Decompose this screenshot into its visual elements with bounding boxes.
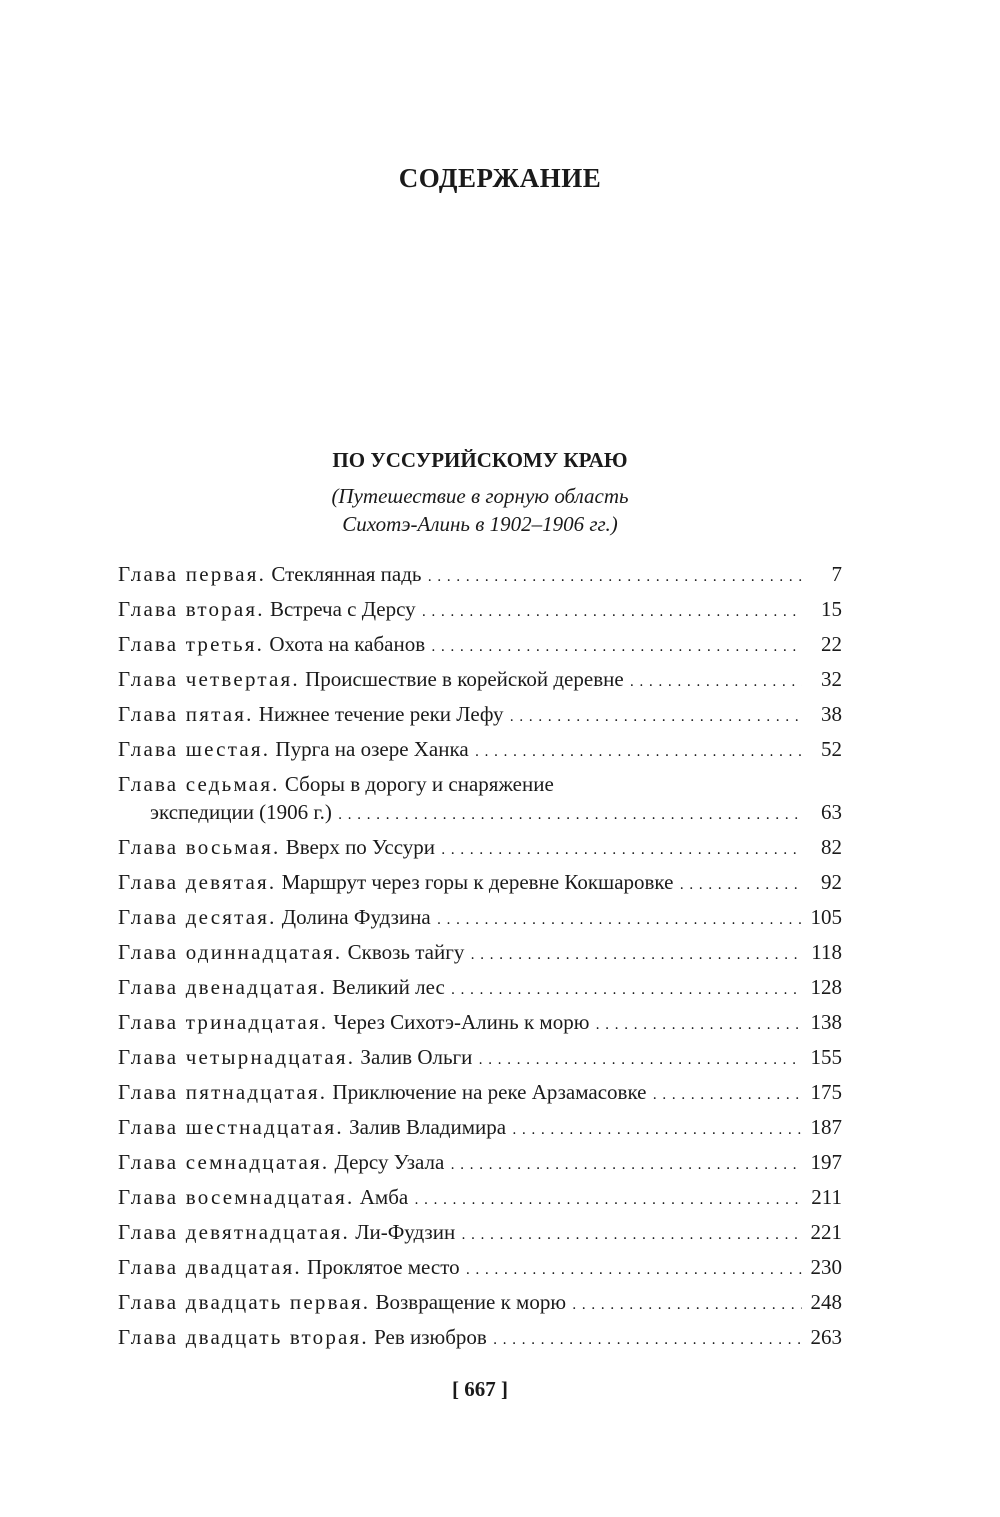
toc-entry-label bbox=[118, 735, 469, 763]
toc-entry-label bbox=[118, 665, 624, 693]
toc-entry-label bbox=[118, 595, 416, 623]
toc-entry-label bbox=[118, 833, 435, 861]
toc-page-number: 118 bbox=[811, 940, 842, 964]
toc-chapter-title: Рев изюбров bbox=[374, 1325, 487, 1349]
toc-chapter-title: Пурга на озере Ханка bbox=[275, 737, 469, 761]
toc-page-number: 82 bbox=[821, 835, 842, 859]
toc-entry bbox=[118, 1113, 842, 1148]
toc-leader-dots bbox=[652, 1078, 802, 1109]
toc-page-number: 38 bbox=[821, 702, 842, 726]
toc-chapter-number: Глава тринадцатая. bbox=[118, 1010, 329, 1034]
toc-entry bbox=[118, 1288, 842, 1323]
toc-chapter-number: Глава двадцатая. bbox=[118, 1255, 302, 1279]
toc-leader-dots bbox=[630, 665, 802, 696]
toc-chapter-number: Глава шестнадцатая. bbox=[118, 1115, 344, 1139]
toc-leader-dots bbox=[450, 1148, 802, 1179]
toc-chapter-title: Стеклянная падь bbox=[271, 562, 422, 586]
toc-entry-label bbox=[118, 868, 673, 896]
toc-chapter-number: Глава десятая. bbox=[118, 905, 277, 929]
toc-chapter-number: Глава первая. bbox=[118, 562, 267, 586]
toc-entry bbox=[118, 560, 842, 595]
section-subtitle-line2: Сихотэ-Алинь в 1902–1906 гг.) bbox=[342, 512, 618, 536]
toc-leader-dots bbox=[510, 700, 802, 731]
table-of-contents bbox=[118, 560, 842, 1358]
toc-chapter-number: Глава девятая. bbox=[118, 870, 277, 894]
toc-chapter-title: Встреча с Дерсу bbox=[269, 597, 416, 621]
toc-page-number: 15 bbox=[821, 597, 842, 621]
toc-leader-dots bbox=[493, 1323, 802, 1354]
toc-leader-dots bbox=[461, 1218, 802, 1249]
toc-chapter-number: Глава пятая. bbox=[118, 702, 254, 726]
toc-chapter-title: Через Сихотэ-Алинь к морю bbox=[333, 1010, 590, 1034]
toc-leader-dots bbox=[512, 1113, 802, 1144]
toc-chapter-title-continued: экспедиции (1906 г.) bbox=[150, 800, 332, 824]
toc-page-number: 138 bbox=[810, 1010, 842, 1034]
toc-chapter-number: Глава третья. bbox=[118, 632, 265, 656]
toc-entry bbox=[118, 595, 842, 630]
toc-chapter-number: Глава седьмая. bbox=[118, 772, 280, 796]
toc-page-number: 32 bbox=[821, 667, 842, 691]
toc-page-number: 221 bbox=[810, 1220, 842, 1244]
toc-entry-label bbox=[118, 1043, 472, 1071]
toc-page-number: 7 bbox=[831, 562, 842, 586]
toc-page-number: 187 bbox=[810, 1115, 842, 1139]
toc-chapter-title: Амба bbox=[359, 1185, 409, 1209]
toc-entry-label bbox=[118, 772, 554, 796]
toc-chapter-title: Происшествие в корейской деревне bbox=[305, 667, 624, 691]
toc-chapter-number: Глава четырнадцатая. bbox=[118, 1045, 356, 1069]
page-number: [ 667 ] bbox=[452, 1377, 508, 1401]
toc-entry-label bbox=[118, 1218, 455, 1246]
toc-leader-dots bbox=[427, 560, 802, 591]
toc-entry bbox=[118, 1253, 842, 1288]
toc-entry-label bbox=[118, 973, 445, 1001]
toc-entry bbox=[118, 1078, 842, 1113]
toc-chapter-title: Сборы в дорогу и снаряжение bbox=[284, 772, 554, 796]
toc-entry-label bbox=[118, 560, 421, 588]
toc-page-number: 52 bbox=[821, 737, 842, 761]
toc-page-number: 105 bbox=[810, 905, 842, 929]
toc-entry-label bbox=[118, 903, 431, 931]
toc-chapter-number: Глава девятнадцатая. bbox=[118, 1220, 350, 1244]
toc-leader-dots bbox=[470, 938, 802, 969]
toc-page-number: 128 bbox=[810, 975, 842, 999]
toc-chapter-title: Вверх по Уссури bbox=[285, 835, 436, 859]
toc-entry-label bbox=[118, 700, 504, 728]
toc-chapter-title: Долина Фудзина bbox=[281, 905, 431, 929]
toc-entry bbox=[118, 735, 842, 770]
toc-chapter-title: Нижнее течение реки Лефу bbox=[258, 702, 504, 726]
toc-page-number: 92 bbox=[821, 870, 842, 894]
toc-page-number: 248 bbox=[810, 1290, 842, 1314]
toc-entry-label bbox=[118, 1008, 589, 1036]
toc-chapter-number: Глава двенадцатая. bbox=[118, 975, 327, 999]
toc-leader-dots bbox=[414, 1183, 802, 1214]
toc-chapter-number: Глава четвертая. bbox=[118, 667, 300, 691]
toc-entry bbox=[118, 833, 842, 868]
toc-leader-dots bbox=[466, 1253, 802, 1284]
toc-entry bbox=[118, 1183, 842, 1218]
toc-chapter-number: Глава одиннадцатая. bbox=[118, 940, 343, 964]
toc-chapter-number: Глава восьмая. bbox=[118, 835, 281, 859]
toc-chapter-number: Глава восемнадцатая. bbox=[118, 1185, 355, 1209]
toc-entry-label bbox=[118, 938, 464, 966]
toc-chapter-title: Сквозь тайгу bbox=[347, 940, 465, 964]
toc-entry bbox=[118, 665, 842, 700]
toc-page-number: 63 bbox=[821, 800, 842, 824]
toc-entry-label bbox=[118, 1148, 444, 1176]
toc-chapter-number: Глава пятнадцатая. bbox=[118, 1080, 328, 1104]
toc-page-number: 155 bbox=[810, 1045, 842, 1069]
toc-chapter-number: Глава семнадцатая. bbox=[118, 1150, 330, 1174]
toc-entry bbox=[118, 868, 842, 903]
toc-entry-label bbox=[118, 1078, 646, 1106]
toc-chapter-title: Залив Владимира bbox=[349, 1115, 507, 1139]
toc-leader-dots bbox=[595, 1008, 802, 1039]
toc-chapter-title: Дерсу Узала bbox=[334, 1150, 445, 1174]
toc-page-number: 197 bbox=[810, 1150, 842, 1174]
toc-page-number: 175 bbox=[810, 1080, 842, 1104]
toc-chapter-title: Великий лес bbox=[332, 975, 445, 999]
toc-leader-dots bbox=[431, 630, 802, 661]
toc-entry bbox=[118, 1008, 842, 1043]
toc-chapter-title: Проклятое место bbox=[307, 1255, 460, 1279]
toc-chapter-number: Глава шестая. bbox=[118, 737, 271, 761]
toc-chapter-number: Глава вторая. bbox=[118, 597, 265, 621]
toc-chapter-title: Ли-Фудзин bbox=[355, 1220, 456, 1244]
toc-chapter-title: Охота на кабанов bbox=[269, 632, 426, 656]
toc-page-number: 22 bbox=[821, 632, 842, 656]
toc-leader-dots bbox=[478, 1043, 802, 1074]
toc-entry-label bbox=[118, 630, 425, 658]
toc-entry bbox=[118, 1323, 842, 1358]
toc-entry-label bbox=[118, 1183, 408, 1211]
toc-page-number: 211 bbox=[811, 1185, 842, 1209]
toc-entry bbox=[118, 630, 842, 665]
toc-chapter-title: Залив Ольги bbox=[360, 1045, 473, 1069]
toc-chapter-title: Приключение на реке Арзамасовке bbox=[332, 1080, 647, 1104]
toc-chapter-number: Глава двадцать первая. bbox=[118, 1290, 371, 1314]
section-subtitle-line1: (Путешествие в горную область bbox=[331, 484, 629, 508]
toc-leader-dots bbox=[441, 833, 802, 864]
toc-entry bbox=[118, 973, 842, 1008]
toc-leader-dots bbox=[679, 868, 802, 899]
toc-leader-dots bbox=[422, 595, 802, 626]
toc-leader-dots bbox=[475, 735, 802, 766]
section-title: ПО УССУРИЙСКОМУ КРАЮ bbox=[332, 448, 628, 472]
toc-entry bbox=[118, 1043, 842, 1078]
toc-chapter-title: Маршрут через горы к деревне Кокшаровке bbox=[281, 870, 674, 894]
toc-entry-label bbox=[118, 1323, 487, 1351]
toc-leader-dots bbox=[572, 1288, 802, 1319]
toc-entry bbox=[118, 700, 842, 735]
toc-page-number: 230 bbox=[810, 1255, 842, 1279]
toc-entry-label bbox=[118, 1113, 506, 1141]
toc-entry bbox=[118, 1148, 842, 1183]
toc-entry bbox=[118, 903, 842, 938]
toc-leader-dots bbox=[437, 903, 802, 934]
toc-entry bbox=[118, 1218, 842, 1253]
toc-page-number: 263 bbox=[810, 1325, 842, 1349]
toc-entry bbox=[118, 938, 842, 973]
toc-chapter-number: Глава двадцать вторая. bbox=[118, 1325, 369, 1349]
toc-entry-label bbox=[118, 1253, 460, 1281]
page-title: СОДЕРЖАНИЕ bbox=[398, 163, 602, 193]
toc-chapter-title: Возвращение к морю bbox=[375, 1290, 567, 1314]
toc-leader-dots bbox=[338, 798, 802, 829]
toc-entry bbox=[118, 770, 842, 833]
toc-leader-dots bbox=[451, 973, 802, 1004]
toc-entry-label bbox=[118, 1288, 566, 1316]
